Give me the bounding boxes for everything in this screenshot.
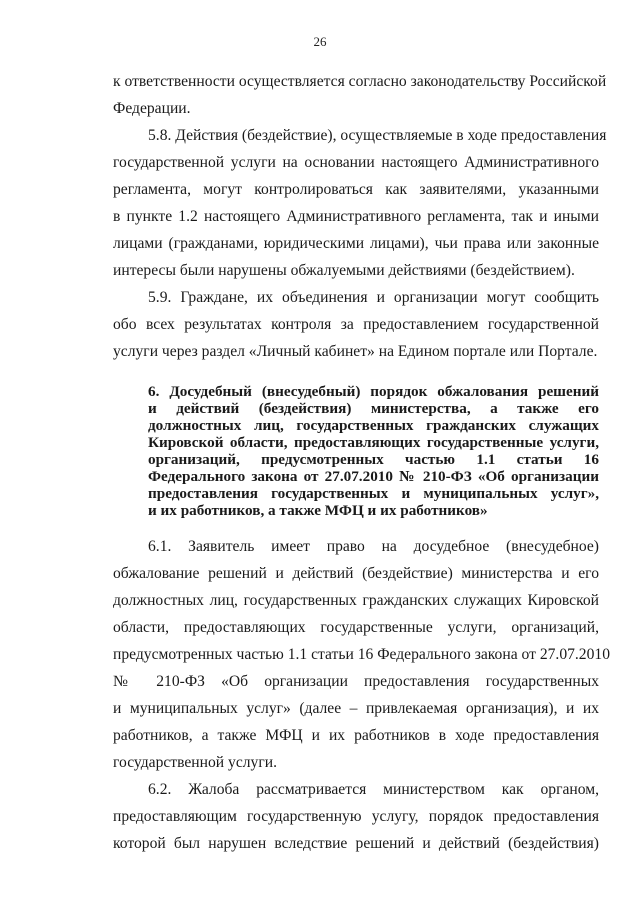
paragraph-line: регламента, могут контролироваться как заявителями, указанными: [113, 181, 599, 198]
paragraph-line: государственной услуги на основании настоящего Административного: [113, 154, 599, 171]
paragraph-line: лицами (гражданами, юридическими лицами), чьи права или законные: [113, 235, 599, 252]
paragraph-line: интересы были нарушены обжалуемыми действиями (бездействием).: [113, 262, 575, 279]
section-heading-line: и их работников, а также МФЦ и их работников»: [148, 502, 488, 519]
section-heading-line: 6. Досудебный (внесудебный) порядок обжалования решений: [148, 383, 599, 400]
paragraph-line: которой был нарушен вследствие решений и действий (бездействия): [113, 835, 599, 852]
section-heading-line: организаций, предусмотренных частью 1.1 статьи 16: [148, 451, 599, 468]
section-heading-line: предоставления государственных и муниципальных услуг»,: [148, 485, 599, 502]
paragraph-line: государственной услуги.: [113, 754, 277, 771]
paragraph-line: 6.2. Жалоба рассматривается министерством как органом,: [148, 781, 599, 798]
paragraph-line: области, предоставляющих государственные услуги, организаций,: [113, 619, 599, 636]
paragraph-line: обжалование решений и действий (бездействие) министерства и его: [113, 565, 599, 582]
section-heading-line: Федерального закона от 27.07.2010 № 210-ФЗ «Об организации: [148, 468, 599, 485]
section-heading-line: и действий (бездействия) министерства, а также его: [148, 400, 599, 417]
paragraph-line: к ответственности осуществляется согласно законодательству Российской: [113, 73, 607, 90]
paragraph-line: должностных лиц, государственных гражданских служащих Кировской: [113, 592, 599, 609]
paragraph-line: 5.8. Действия (бездействие), осуществляемые в ходе предоставления: [148, 127, 607, 144]
paragraph-line: предоставляющим государственную услугу, порядок предоставления: [113, 808, 599, 825]
paragraph-line: услуги через раздел «Личный кабинет» на Едином портале или Портале.: [113, 343, 598, 360]
paragraph-line: 6.1. Заявитель имеет право на досудебное (внесудебное): [148, 538, 599, 555]
paragraph-line: работников, а также МФЦ и их работников в ходе предоставления: [113, 727, 599, 744]
paragraph-line: обо всех результатах контроля за предоставлением государственной: [113, 316, 599, 333]
paragraph-line: № 210-ФЗ «Об организации предоставления государственных: [113, 673, 599, 690]
paragraph-line: Федерации.: [113, 100, 191, 117]
paragraph-line: и муниципальных услуг» (далее – привлекаемая организация), и их: [113, 700, 599, 717]
page-number: 26: [313, 34, 327, 49]
paragraph-line: предусмотренных частью 1.1 статьи 16 Федерального закона от 27.07.2010: [113, 646, 610, 663]
section-heading-line: Кировской области, предоставляющих государственные услуги,: [148, 434, 599, 451]
section-heading-line: должностных лиц, государственных гражданских служащих: [148, 417, 599, 434]
paragraph-line: в пункте 1.2 настоящего Административного регламента, так и иными: [113, 208, 599, 225]
paragraph-line: 5.9. Граждане, их объединения и организации могут сообщить: [148, 289, 599, 306]
